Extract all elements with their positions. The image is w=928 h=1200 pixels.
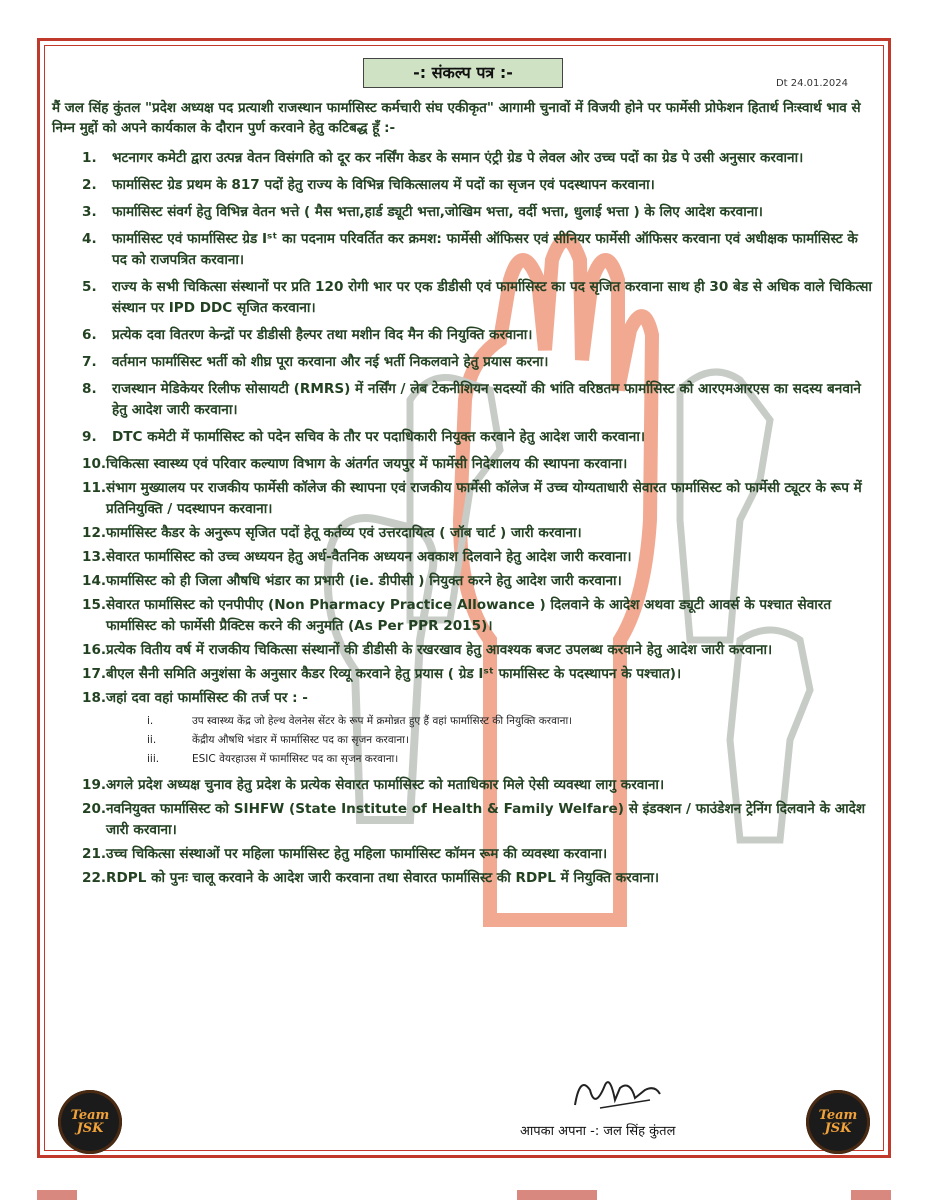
item-text: राजस्थान मेडिकेयर रिलीफ सोसायटी (RMRS) में नर्सिंग / लेब टेकनीशियन सदस्यों की भांति वरिष्ठतम फार्मासिस्ट को आरएमआरएस का सदस्य बनवाने हेतु आदेश जारी करवाना। bbox=[112, 381, 861, 418]
sub-item-text: ESIC वेयरहाउस में फार्मासिस्ट पद का सृजन करवाना। bbox=[192, 753, 399, 765]
item-number: 3. bbox=[82, 204, 97, 220]
document-date: Dt 24.01.2024 bbox=[775, 78, 848, 89]
list-item bbox=[52, 277, 872, 319]
item-text: फार्मासिस्ट ग्रेड प्रथम के 817 पदों हेतु राज्य के विभिन्न चिकित्सालय में पदों का सृजन एवं पदस्थापन करवाना। bbox=[112, 177, 655, 193]
item-text: फार्मासिस्ट को ही जिला औषधि भंडार का प्रभारी (ie. डीपीसी ) नियुक्त करने हेतु आदेश जारी करवाना। bbox=[106, 573, 622, 589]
item-text: नवनियुक्त फार्मासिस्ट को SIHFW (State Institute of Health & Family Welfare) से इंडक्शन / फाउंडेशन ट्रेनिंग दिलवाने के आदेश जारी करवाना। bbox=[106, 801, 866, 838]
list-item bbox=[52, 640, 872, 661]
item-text: RDPL को पुनः चालू करवाने के आदेश जारी करवाना तथा सेवारत फार्मासिस्ट की RDPL में नियुक्ति करवाना। bbox=[106, 870, 659, 886]
item-text: फार्मासिस्ट एवं फार्मासिस्ट ग्रेड Iˢᵗ का पदनाम परिवर्तित कर क्रमश: फार्मेसी ऑफिसर एवं सीनियर फार्मेसी ऑफिसर करवाना एवं अधीक्षक फार्मासिस्ट के पद को राजपत्रित करवाना। bbox=[112, 231, 858, 268]
item-number: 14. bbox=[82, 573, 107, 589]
item-text: भटनागर कमेटी द्वारा उत्पन्न वेतन विसंगति को दूर कर नर्सिंग केडर के समान एंट्री ग्रेड पे लेवल ओर उच्च पदों का ग्रेड पे उसी अनुसार करवाना। bbox=[112, 150, 804, 166]
list-item bbox=[52, 325, 872, 346]
sub-item-number: ii. bbox=[147, 734, 157, 746]
item-number: 4. bbox=[82, 231, 97, 247]
logo-text: Team JSK bbox=[818, 1108, 858, 1136]
item-text: जहां दवा वहां फार्मासिस्ट की तर्ज पर : - bbox=[106, 690, 308, 706]
sub-list-item bbox=[52, 731, 872, 750]
list-item bbox=[52, 571, 872, 592]
item-text: उच्च चिकित्सा संस्थाओं पर महिला फार्मासिस्ट हेतु महिला फार्मासिस्ट कॉमन रूम की व्यवस्था करवाना। bbox=[106, 846, 608, 862]
signature-text: आपका अपना -: जल सिंह कुंतल bbox=[520, 1124, 676, 1139]
sub-item-number: i. bbox=[147, 715, 154, 727]
item-text: अगले प्रदेश अध्यक्ष चुनाव हेतु प्रदेश के प्रत्येक सेवारत फार्मासिस्ट को मताधिकार मिले ऐसी व्यवस्था लागु करवाना। bbox=[106, 777, 665, 793]
item-text: फार्मासिस्ट संवर्ग हेतु विभिन्न वेतन भत्ते ( मैस भत्ता,हार्ड ड्यूटी भत्ता,जोखिम भत्ता, वर्दी भत्ता, धुलाई भत्ता ) के लिए आदेश करवाना। bbox=[112, 204, 763, 220]
logo-text: Team JSK bbox=[70, 1108, 110, 1136]
list-item bbox=[52, 202, 872, 223]
item-number: 22. bbox=[82, 870, 107, 886]
bottom-decorative-strip bbox=[37, 1190, 891, 1200]
item-text: सेवारत फार्मासिस्ट को एनपीपीए (Non Pharmacy Practice Allowance ) दिलवाने के आदेश अथवा ड्यूटी आवर्स के पश्चात सेवारत फार्मासिस्ट को फार्मेसी प्रैक्टिस करने की अनुमति (As Per PPR 2015)। bbox=[106, 597, 832, 634]
item-number: 21. bbox=[82, 846, 107, 862]
signature bbox=[560, 1070, 680, 1120]
sub-item-text: उप स्वास्थ्य केंद्र जो हेल्थ वेलनेस सेंटर के रूप में क्रमोन्नत हुए हैं वहां फार्मासिस्ट की नियुक्ति करवाना। bbox=[192, 715, 573, 727]
item-text: संभाग मुख्यालय पर राजकीय फार्मेसी कॉलेज की स्थापना एवं राजकीय फार्मेसी कॉलेज में उच्च योग्यताधारी सेवारत फार्मासिस्ट को फार्मेसी ट्यूटर के रूप में प्रतिनियुक्ति / पदस्थापन करवाना। bbox=[106, 480, 862, 517]
list-item bbox=[52, 523, 872, 544]
item-text: राज्य के सभी चिकित्सा संस्थानों पर प्रति 120 रोगी भार पर एक डीडीसी एवं फार्मासिस्ट का पद सृजित करवाना साथ ही 30 बेड से अधिक वाले चिकित्सा संस्थान पर IPD DDC सृजित करवाना। bbox=[112, 279, 872, 316]
list-item bbox=[52, 379, 872, 421]
list-item bbox=[52, 799, 872, 841]
list-item bbox=[52, 175, 872, 196]
sub-item-text: केंद्रीय औषधि भंडार में फार्मासिस्ट पद का सृजन करवाना। bbox=[192, 734, 409, 746]
item-number: 10. bbox=[82, 456, 107, 472]
team-jsk-logo-right bbox=[806, 1090, 870, 1154]
item-text: वर्तमान फार्मासिस्ट भर्ती को शीघ्र पूरा करवाना और नई भर्ती निकलवाने हेतु प्रयास करना। bbox=[112, 354, 549, 370]
list-item bbox=[52, 478, 872, 520]
item-number: 5. bbox=[82, 279, 97, 295]
item-text: बीएल सैनी समिति अनुशंसा के अनुसार कैडर रिव्यू करवाने हेतु प्रयास ( ग्रेड Iˢᵗ फार्मासिस्ट के पदस्थापन के पश्चात)। bbox=[106, 666, 682, 682]
item-text: प्रत्येक वितीय वर्ष में राजकीय चिकित्सा संस्थानों की डीडीसी के रखरखाव हेतु आवश्यक बजट उपलब्ध करवाने हेतु आदेश जारी करवाना। bbox=[106, 642, 773, 658]
item-text: DTC कमेटी में फार्मासिस्ट को पदेन सचिव के तौर पर पदाधिकारी नियुक्त करवाने हेतु आदेश जारी करवाना। bbox=[112, 429, 646, 445]
list-item bbox=[52, 775, 872, 796]
item-number: 16. bbox=[82, 642, 107, 658]
intro-paragraph: मैं जल सिंह कुंतल "प्रदेश अध्यक्ष पद प्रत्याशी राजस्थान फार्मासिस्ट कर्मचारी संघ एकीकृत" आगामी चुनावों में विजयी होने पर फार्मेसी प्रोफेशन हितार्थ निःस्वार्थ भाव से निम्न मुद्दों को अपने कार्यकाल के दौरान पुर्ण करवाने हेतु कटिबद्ध हूँ :- bbox=[52, 100, 861, 136]
item-text: प्रत्येक दवा वितरण केन्द्रों पर डीडीसी हैल्पर तथा मशीन विद मैन की नियुक्ति करवाना। bbox=[112, 327, 533, 343]
team-jsk-logo-left bbox=[58, 1090, 122, 1154]
list-item bbox=[52, 664, 872, 685]
item-number: 1. bbox=[82, 150, 97, 166]
item-number: 9. bbox=[82, 429, 97, 445]
list-item bbox=[52, 868, 872, 889]
item-number: 13. bbox=[82, 549, 107, 565]
item-text: चिकित्सा स्वास्थ्य एवं परिवार कल्याण विभाग के अंतर्गत जयपुर में फार्मेसी निदेशालय की स्थापना करवाना। bbox=[106, 456, 628, 472]
item-number: 8. bbox=[82, 381, 97, 397]
item-number: 7. bbox=[82, 354, 97, 370]
item-number: 20. bbox=[82, 801, 107, 817]
item-text: सेवारत फार्मासिस्ट को उच्च अध्ययन हेतु अर्ध-वैतनिक अध्ययन अवकाश दिलवाने हेतु आदेश जारी करवाना। bbox=[106, 549, 632, 565]
sub-list-item bbox=[52, 712, 872, 731]
item-number: 6. bbox=[82, 327, 97, 343]
list-item bbox=[52, 352, 872, 373]
sub-item-number: iii. bbox=[147, 753, 160, 765]
list-item bbox=[52, 688, 872, 709]
sub-list-item bbox=[52, 750, 872, 769]
item-number: 2. bbox=[82, 177, 97, 193]
list-item bbox=[52, 595, 872, 637]
list-item bbox=[52, 148, 872, 169]
item-number: 12. bbox=[82, 525, 107, 541]
item-number: 15. bbox=[82, 597, 107, 613]
list-item bbox=[52, 547, 872, 568]
list-item bbox=[52, 454, 872, 475]
item-number: 11. bbox=[82, 480, 107, 496]
item-text: फार्मासिस्ट कैडर के अनुरूप सृजित पदों हेतू कर्तव्य एवं उत्तरदायित्व ( जॉब चार्ट ) जारी करवाना। bbox=[106, 525, 582, 541]
item-number: 18. bbox=[82, 690, 107, 706]
page-title: -: संकल्प पत्र :- bbox=[363, 58, 563, 88]
list-item bbox=[52, 844, 872, 865]
list-item bbox=[52, 229, 872, 271]
item-number: 19. bbox=[82, 777, 107, 793]
list-item bbox=[52, 427, 872, 448]
resolution-list bbox=[52, 148, 872, 892]
item-number: 17. bbox=[82, 666, 107, 682]
